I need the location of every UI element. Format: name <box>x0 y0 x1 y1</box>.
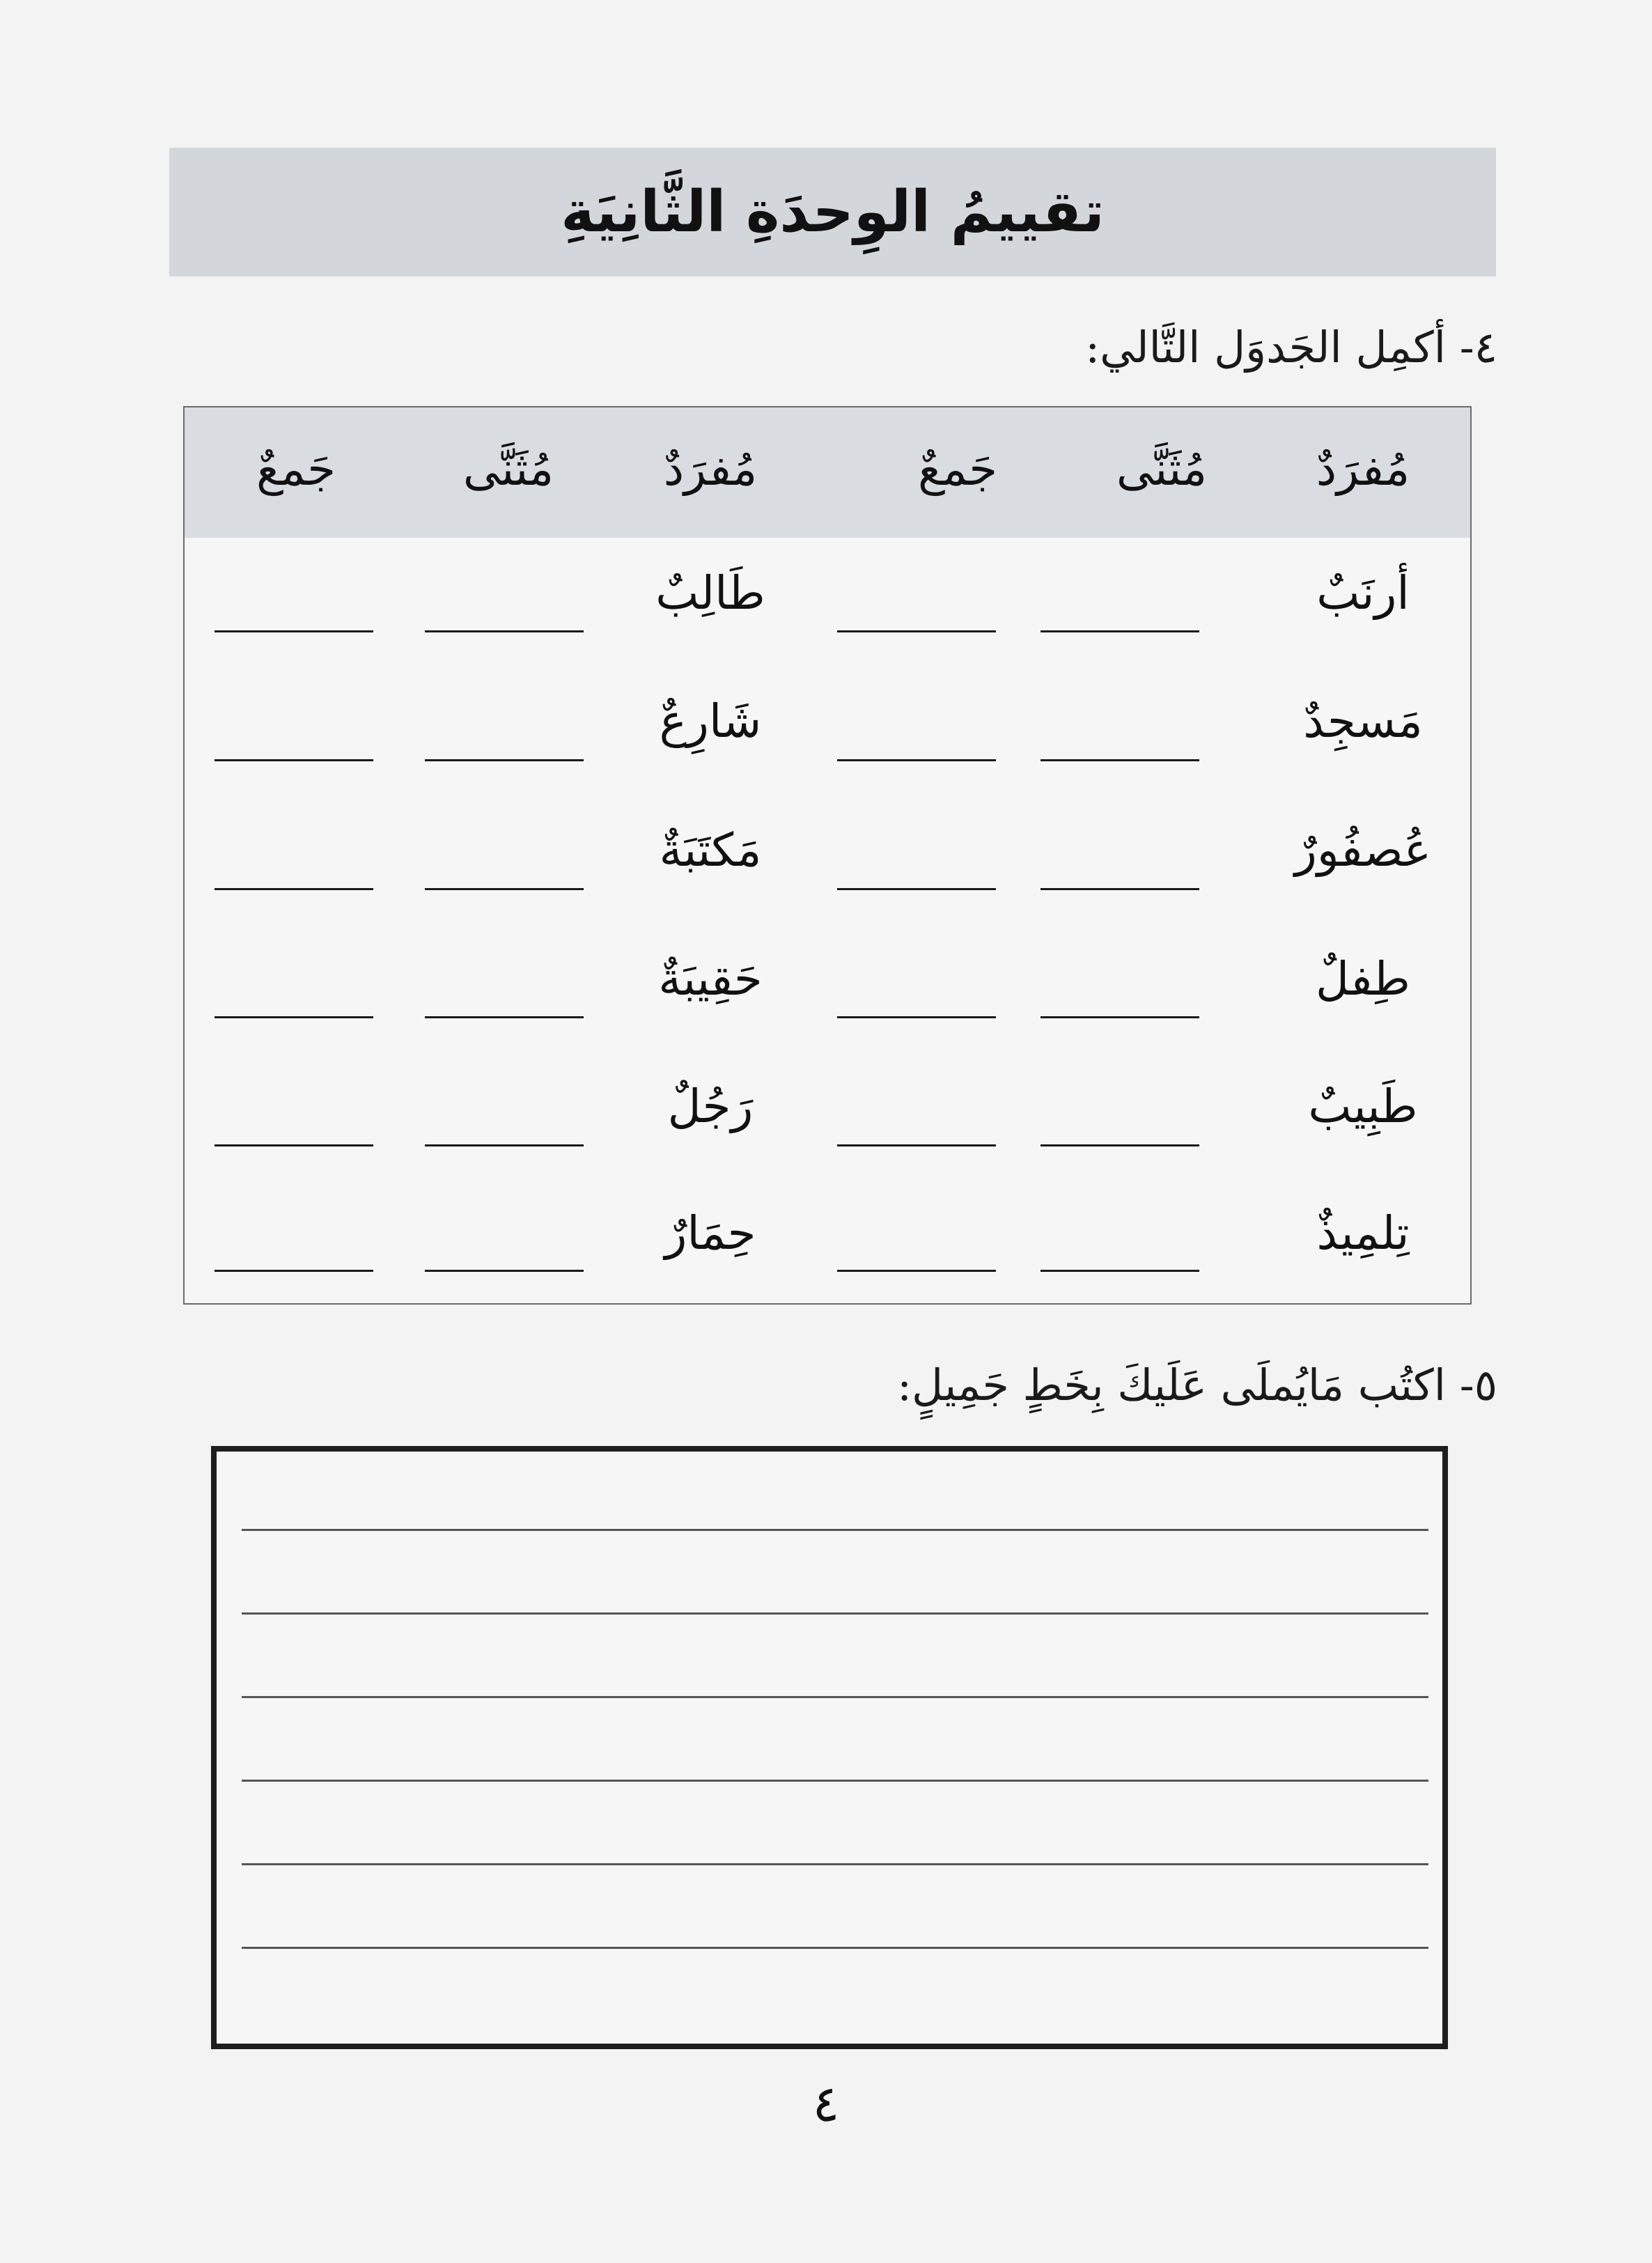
word-singular-b: رَجُلٌ <box>667 1080 754 1133</box>
page-number: ٤ <box>812 2074 840 2133</box>
answer-plural-a[interactable] <box>837 1016 996 1018</box>
page-title: تقييمُ الوِحدَةِ الثَّانِيَةِ <box>561 179 1105 245</box>
answer-dual-b[interactable] <box>425 1270 584 1272</box>
header-dual-1: مُثَنَّى <box>1116 442 1208 496</box>
answer-plural-a[interactable] <box>837 630 996 632</box>
word-singular-b: حِمَارٌ <box>664 1206 756 1260</box>
header-plural-2: جَمعٌ <box>256 442 336 496</box>
word-singular-a: تِلمِيذٌ <box>1316 1206 1410 1260</box>
header-plural-1: جَمعٌ <box>917 442 998 496</box>
table-header <box>185 407 1470 538</box>
header-singular-2: مُفرَدٌ <box>663 442 758 496</box>
answer-dual-b[interactable] <box>425 630 584 632</box>
answer-dual-b[interactable] <box>425 759 584 761</box>
answer-dual-b[interactable] <box>425 1144 584 1146</box>
answer-dual-a[interactable] <box>1041 759 1199 761</box>
header-singular-1: مُفرَدٌ <box>1316 442 1410 496</box>
exercise-4-table <box>183 406 1472 1305</box>
answer-dual-b[interactable] <box>425 888 584 890</box>
answer-plural-b[interactable] <box>215 888 373 890</box>
writing-line[interactable] <box>242 1612 1428 1615</box>
answer-plural-a[interactable] <box>837 759 996 761</box>
answer-plural-a[interactable] <box>837 1270 996 1272</box>
word-singular-a: طَبِيبٌ <box>1308 1080 1418 1133</box>
header-dual-2: مُثَنَّى <box>462 442 554 496</box>
dictation-box[interactable] <box>211 1446 1448 2049</box>
word-singular-b: مَكتَبَةٌ <box>659 823 762 877</box>
exercise-4-instruction: ٤- أكمِل الجَدوَل التَّالي: <box>1085 322 1497 373</box>
answer-dual-a[interactable] <box>1041 1270 1199 1272</box>
answer-dual-a[interactable] <box>1041 1016 1199 1018</box>
word-singular-b: حَقِيبَةٌ <box>658 952 763 1006</box>
answer-plural-b[interactable] <box>215 1016 373 1018</box>
answer-plural-b[interactable] <box>215 1270 373 1272</box>
answer-plural-b[interactable] <box>215 630 373 632</box>
word-singular-a: مَسجِدٌ <box>1303 694 1423 748</box>
exercise-5-instruction: ٥- اكتُب مَايُملَى عَلَيكَ بِخَطٍ جَمِيلٍ: <box>897 1360 1497 1410</box>
title-banner <box>169 148 1496 277</box>
answer-plural-b[interactable] <box>215 1144 373 1146</box>
writing-line[interactable] <box>242 1863 1428 1865</box>
word-singular-b: شَارِعٌ <box>659 694 762 748</box>
answer-dual-b[interactable] <box>425 1016 584 1018</box>
writing-line[interactable] <box>242 1780 1428 1782</box>
word-singular-a: عُصفُورٌ <box>1295 823 1431 877</box>
answer-dual-a[interactable] <box>1041 1144 1199 1146</box>
answer-dual-a[interactable] <box>1041 630 1199 632</box>
answer-plural-a[interactable] <box>837 1144 996 1146</box>
answer-dual-a[interactable] <box>1041 888 1199 890</box>
word-singular-a: طِفلٌ <box>1316 952 1410 1006</box>
word-singular-b: طَالِبٌ <box>655 566 765 620</box>
answer-plural-b[interactable] <box>215 759 373 761</box>
writing-line[interactable] <box>242 1529 1428 1531</box>
word-singular-a: أرنَبٌ <box>1316 566 1410 620</box>
writing-line[interactable] <box>242 1947 1428 1949</box>
writing-line[interactable] <box>242 1696 1428 1698</box>
answer-plural-a[interactable] <box>837 888 996 890</box>
